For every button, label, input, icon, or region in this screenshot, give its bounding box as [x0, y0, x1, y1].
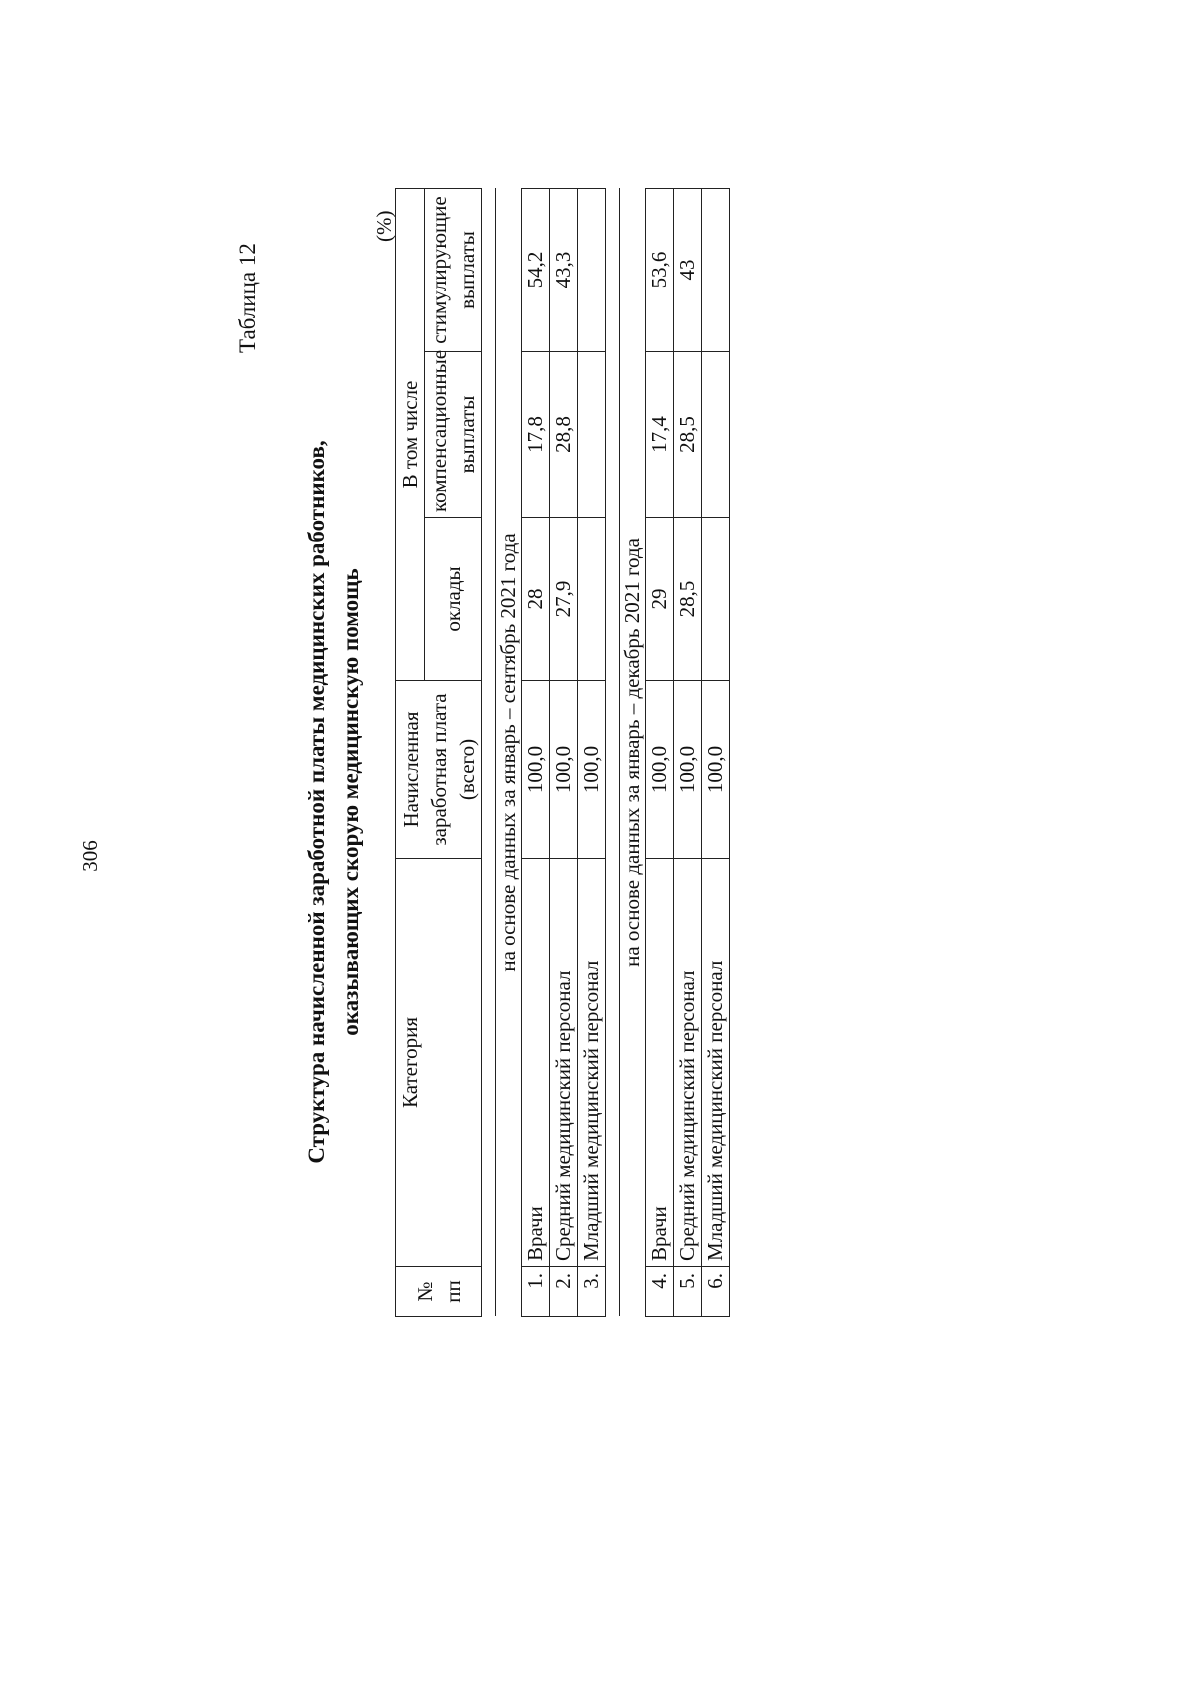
row-number: 5.: [674, 1267, 702, 1317]
row-salaries: 27,9: [550, 518, 578, 681]
header-stim-line2: выплаты: [455, 231, 479, 309]
page-number: 306: [78, 840, 102, 872]
spacer-row: [482, 188, 496, 1316]
row-category: Средний медицинский персонал: [674, 859, 702, 1267]
row-incentive: [702, 188, 730, 351]
title-line-1: Структура начисленной заработной платы медицинских работников,: [304, 440, 329, 1164]
header-compensation: [425, 349, 482, 518]
header-category: Категория: [396, 859, 482, 1267]
section-caption-row: [496, 188, 522, 1316]
row-number: 2.: [550, 1267, 578, 1317]
row-total: 100,0: [674, 681, 702, 859]
row-category: Младший медицинский персонал: [578, 859, 606, 1267]
table-row: [702, 188, 730, 1316]
header-total-line1: Начисленная: [398, 711, 423, 828]
row-number: 1.: [522, 1267, 550, 1317]
header-incentive: [425, 188, 482, 351]
row-total: 100,0: [702, 681, 730, 859]
table-label: Таблица 12: [235, 243, 260, 353]
unit-label: (%): [372, 210, 396, 242]
section-caption: на основе данных за январь – декабрь 2021 года: [620, 538, 644, 967]
spacer-row: [606, 188, 620, 1316]
table-row: [522, 188, 550, 1316]
row-compensation: 28,8: [550, 352, 578, 518]
row-compensation: 28,5: [674, 352, 702, 518]
row-category: Младший медицинский персонал: [702, 859, 730, 1267]
title-line-2: оказывающих скорую медицинскую помощь: [338, 568, 363, 1036]
header-num: [396, 1267, 482, 1317]
header-num-line2: пп: [440, 1280, 465, 1303]
header-including: В том числе: [396, 188, 425, 680]
row-incentive: 54,2: [522, 188, 550, 351]
row-category: Врачи: [522, 859, 550, 1267]
row-total: 100,0: [550, 681, 578, 859]
row-number: 6.: [702, 1267, 730, 1317]
row-total: 100,0: [646, 681, 674, 859]
header-stim-line1: стимулирующие: [427, 196, 451, 344]
row-category: Врачи: [646, 859, 674, 1267]
row-salaries: 28,5: [674, 518, 702, 681]
section-caption-row: [620, 188, 646, 1316]
row-number: 3.: [578, 1267, 606, 1317]
header-comp-line2: выплаты: [455, 395, 479, 474]
row-compensation: [578, 352, 606, 518]
header-total-line2: заработная плата: [426, 693, 451, 846]
section-caption: на основе данных за январь – сентябрь 2021 года: [496, 533, 520, 972]
header-total-line3: (всего): [454, 738, 479, 801]
spacer-cell: [482, 188, 496, 1316]
salary-structure-table: [395, 188, 730, 1317]
document-title: [300, 272, 368, 1332]
row-salaries: [702, 518, 730, 681]
table-row: [550, 188, 578, 1316]
row-incentive: 53,6: [646, 188, 674, 351]
header-salaries: оклады: [425, 518, 482, 681]
header-comp-line1: компенсационные: [427, 349, 451, 512]
row-compensation: 17,4: [646, 352, 674, 518]
row-category: Средний медицинский персонал: [550, 859, 578, 1267]
row-salaries: 28: [522, 518, 550, 681]
row-incentive: 43,3: [550, 188, 578, 351]
table-row: [674, 188, 702, 1316]
row-number: 4.: [646, 1267, 674, 1317]
header-total: [396, 681, 482, 859]
row-total: 100,0: [578, 681, 606, 859]
row-salaries: 29: [646, 518, 674, 681]
row-incentive: 43: [674, 188, 702, 351]
row-salaries: [578, 518, 606, 681]
row-compensation: 17,8: [522, 352, 550, 518]
header-num-line1: №: [412, 1281, 437, 1302]
table-row: [646, 188, 674, 1316]
row-total: 100,0: [522, 681, 550, 859]
header-row-1: [396, 188, 425, 1316]
table-row: [578, 188, 606, 1316]
row-compensation: [702, 352, 730, 518]
spacer-cell: [606, 188, 620, 1316]
row-incentive: [578, 188, 606, 351]
